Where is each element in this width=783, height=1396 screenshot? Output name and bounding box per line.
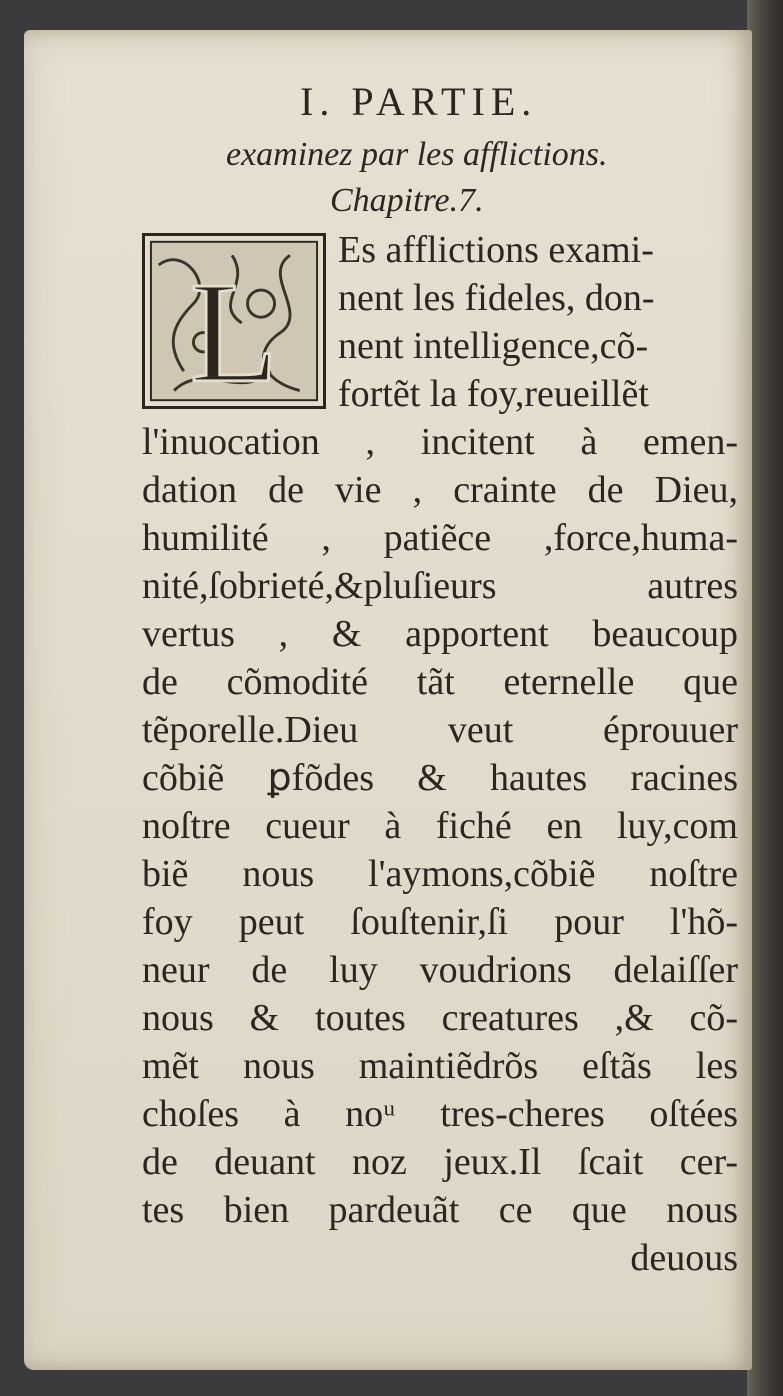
book-edge (747, 0, 783, 1396)
text-line: foy peut ſouſtenir,ſi pour l'hõ- (142, 901, 738, 943)
part-heading: I. PARTIE. (300, 79, 538, 124)
text-line: l'inuocation , incitent à emen- (142, 421, 738, 463)
text-line: nent intelligence,cõ- (338, 325, 649, 367)
text-line: fortẽt la foy,reueillẽt (338, 373, 649, 415)
text-line: tẽporelle.Dieu veut éprouuer (142, 709, 738, 751)
text-line: choſes à noᵘ tres-cheres oſtées (142, 1093, 738, 1135)
text-line: nent les fideles, don- (338, 277, 655, 319)
catchword: deuous (630, 1237, 738, 1279)
text-line: de cõmodité tãt eternelle que (142, 661, 738, 703)
text-line: humilité , patiẽce ,force,huma- (142, 517, 738, 559)
text-line: Es afflictions exami- (338, 229, 654, 271)
text-line: neur de luy voudrions delaiſſer (142, 949, 738, 991)
ornament-icon (145, 236, 323, 406)
text-line: tes bien pardeuãt ce que nous (142, 1189, 738, 1231)
chapter-subtitle: examinez par les afflictions. (226, 136, 608, 173)
text-line: cõbiẽ ꝑfõdes & hautes racines (142, 757, 738, 799)
initial-letter-glyph: L (189, 252, 279, 406)
text-line: dation de vie , crainte de Dieu, (142, 469, 738, 511)
text-line: nous & toutes creatures ,& cõ- (142, 997, 738, 1039)
chapter-number: Chapitre.7. (330, 182, 484, 219)
text-line: nité,ſobrieté,&pluſieurs autres (142, 565, 738, 607)
text-line: biẽ nous l'aymons,cõbiẽ noſtre (142, 853, 738, 895)
decorated-initial-letter (142, 233, 326, 409)
text-line: de deuant noz jeux.Il ſcait cer- (142, 1141, 738, 1183)
text-line: vertus , & apportent beaucoup (142, 613, 738, 655)
text-line: mẽt nous maintiẽdrõs eſtãs les (142, 1045, 738, 1087)
text-line: noſtre cueur à fiché en luy,com (142, 805, 738, 847)
